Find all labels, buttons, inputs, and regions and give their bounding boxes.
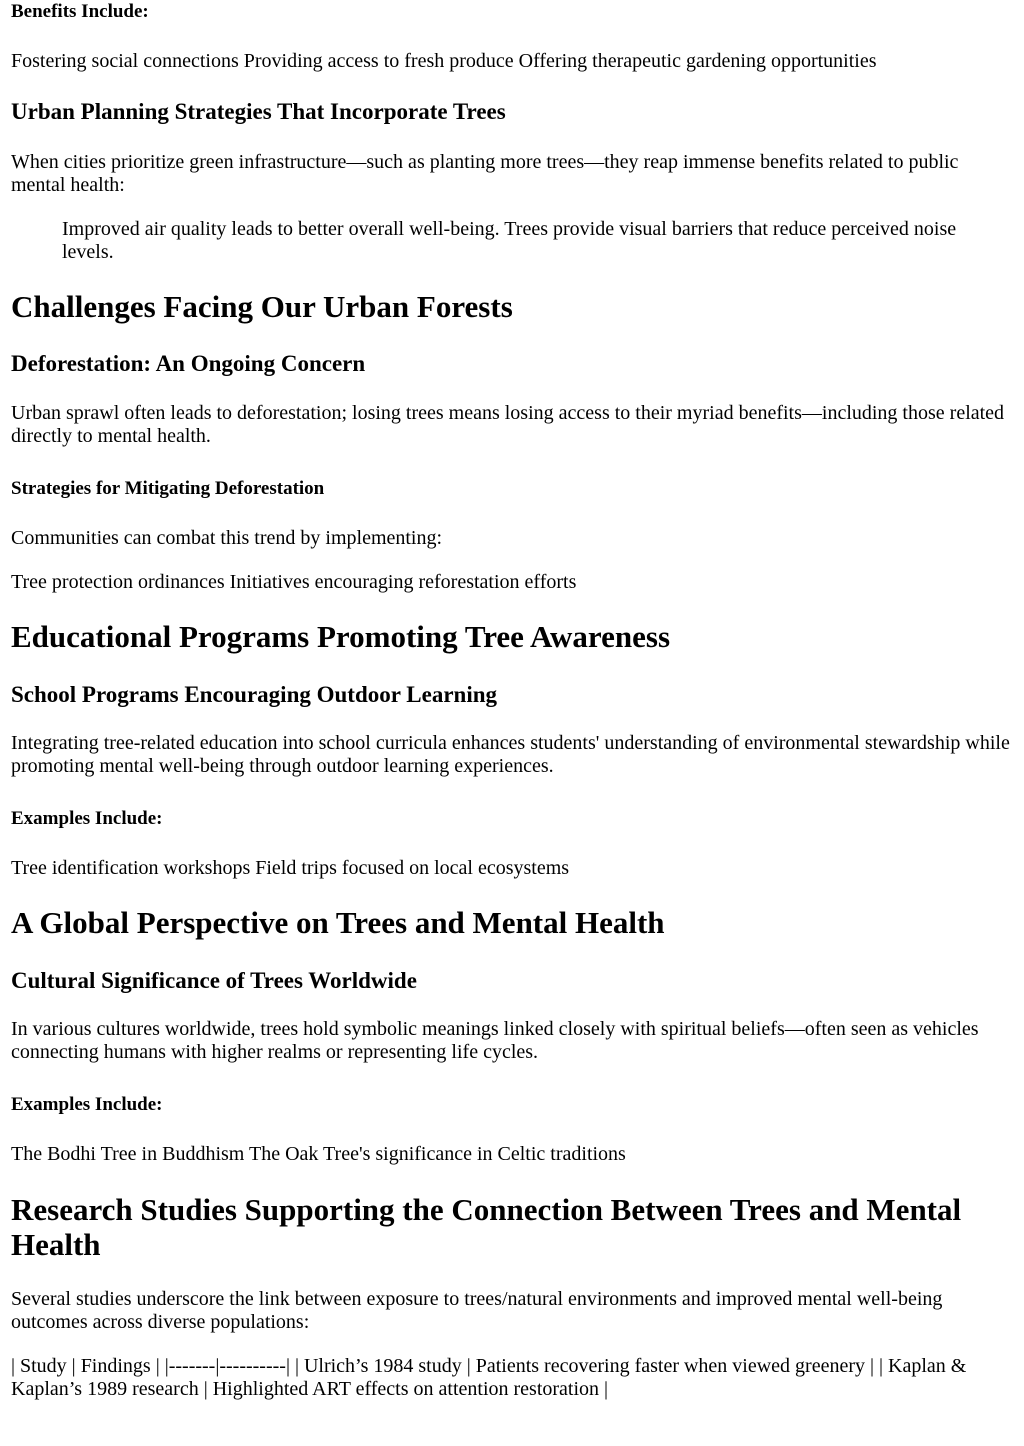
cultural-heading: Cultural Significance of Trees Worldwide: [11, 968, 417, 993]
research-heading: Research Studies Supporting the Connection Between Trees and Mental Health: [11, 1192, 962, 1262]
mitigating-heading: Strategies for Mitigating Deforestation: [11, 478, 325, 499]
cultural-paragraph: In various cultures worldwide, trees hold symbolic meanings linked closely with spiritual beliefs—often seen as vehicles connecting humans with higher realms or representing life cycles.: [11, 1018, 979, 1063]
school-examples-paragraph: Tree identification workshops Field trips focused on local ecosystems: [11, 857, 570, 879]
challenges-heading: Challenges Facing Our Urban Forests: [11, 289, 513, 324]
urban-planning-paragraph: When cities prioritize green infrastructure—such as planting more trees—they reap immense benefits related to public mental health:: [11, 151, 959, 196]
deforestation-heading: Deforestation: An Ongoing Concern: [11, 351, 366, 376]
cultural-examples-paragraph: The Bodhi Tree in Buddhism The Oak Tree's significance in Celtic traditions: [11, 1143, 626, 1165]
mitigating-intro: Communities can combat this trend by implementing:: [11, 527, 443, 549]
cultural-examples-heading: Examples Include:: [11, 1094, 163, 1115]
school-heading: School Programs Encouraging Outdoor Learning: [11, 682, 498, 707]
research-paragraph: Several studies underscore the link between exposure to trees/natural environments and improved mental well-being outcomes across diverse populations:: [11, 1288, 943, 1333]
benefits-paragraph: Fostering social connections Providing access to fresh produce Offering therapeutic gardening opportunities: [11, 50, 877, 72]
global-heading: A Global Perspective on Trees and Mental Health: [11, 905, 665, 940]
urban-planning-heading: Urban Planning Strategies That Incorporate Trees: [11, 99, 506, 124]
mitigating-list: Tree protection ordinances Initiatives encouraging reforestation efforts: [11, 571, 577, 593]
school-paragraph: Integrating tree-related education into school curricula enhances students' understanding of environmental stewardship while promoting mental well-being through outdoor learning experiences.: [11, 732, 1010, 777]
benefits-heading: Benefits Include:: [11, 1, 149, 22]
research-table-text: | Study | Findings | |-------|----------| | Ulrich’s 1984 study | Patients recovering faster when viewed greenery | | Kaplan & Kaplan’s 1989 research | Highlighted ART effects on attention restoration |: [11, 1355, 967, 1400]
school-examples-heading: Examples Include:: [11, 808, 163, 829]
deforestation-paragraph: Urban sprawl often leads to deforestation; losing trees means losing access to their myriad benefits—including those related directly to mental health.: [11, 402, 1005, 447]
education-heading: Educational Programs Promoting Tree Awareness: [11, 619, 671, 654]
urban-planning-blockquote: Improved air quality leads to better overall well-being. Trees provide visual barriers that reduce perceived noise levels.: [62, 218, 957, 263]
